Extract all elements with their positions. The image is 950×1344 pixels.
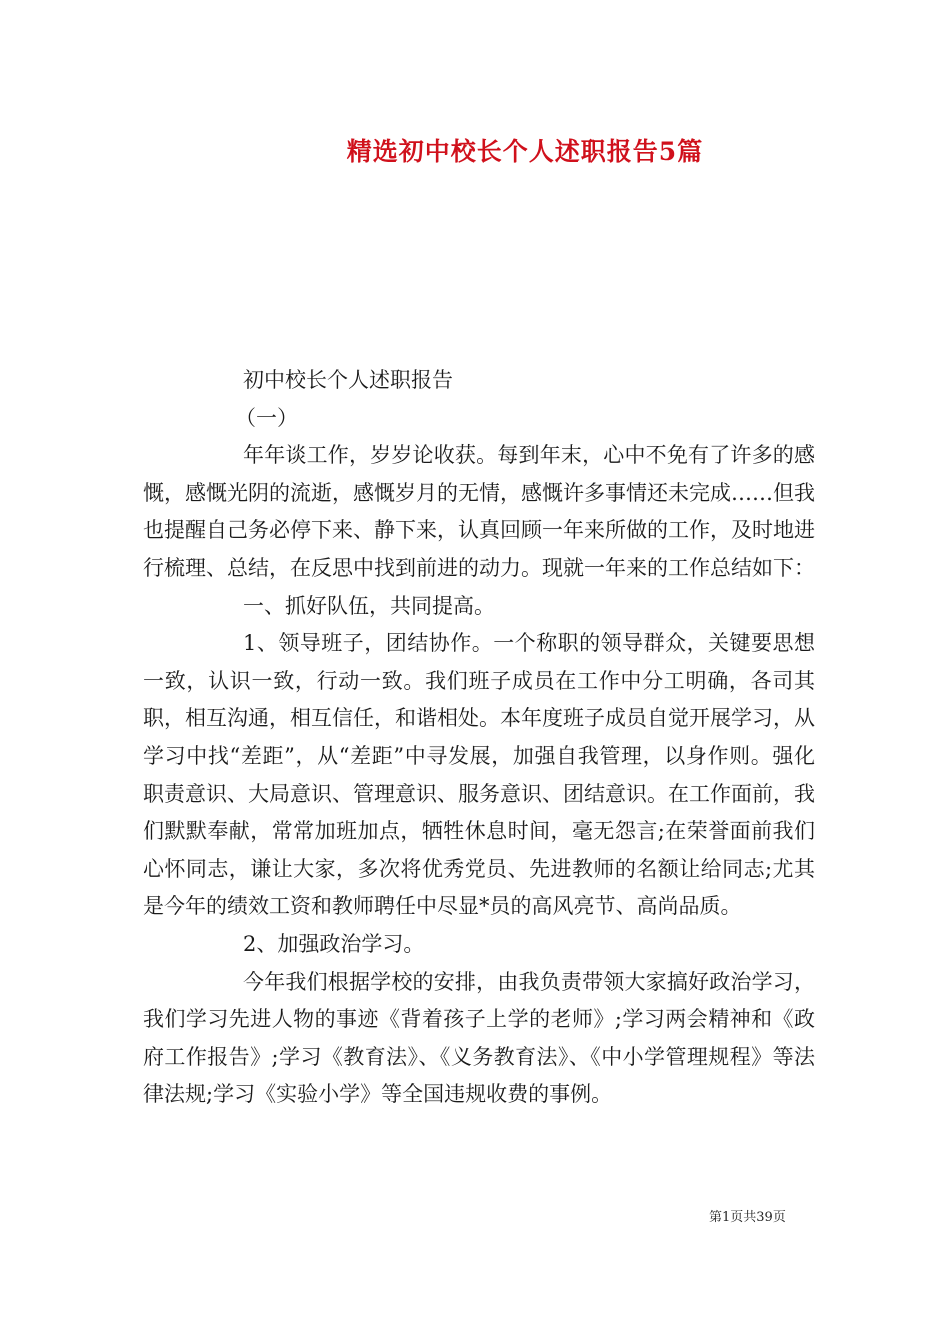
section-heading-2: 2、加强政治学习。 [243,931,425,956]
paragraph-political-study: 今年我们根据学校的安排，由我负责带领大家搞好政治学习，我们学习先进人物的事迹《背着孩子上学的老师》;学习两会精神和《政府工作报告》;学习《教育法》、《义务教育法》、《中小学管理规程》等法律法规;学习《实验小学》等全国违规收费的事例。 [143,969,815,1107]
document-title: 精选初中校长个人述职报告5篇 [346,137,704,166]
document-body [143,362,815,1114]
page-number: 第1页共39页 [709,1210,786,1225]
report-heading: 初中校长个人述职报告 [243,368,453,392]
paragraph-intro: 年年谈工作，岁岁论收获。每到年末，心中不免有了许多的感慨，感慨光阴的流逝，感慨岁月的无情，感慨许多事情还未完成……但我也提醒自己务必停下来、静下来，认真回顾一年来所做的工作，及时地进行梳理、总结，在反思中找到前进的动力。现就一年来的工作总结如下： [143,443,815,580]
paragraph-leadership: 1、领导班子，团结协作。一个称职的领导群众，关键要思想一致，认识一致，行动一致。我们班子成员在工作中分工明确，各司其职，相互沟通，相互信任，和谐相处。本年度班子成员自觉开展学习，从学习中找“差距”，从“差距”中寻发展，加强自我管理，以身作则。强化职责意识、大局意识、管理意识、服务意识、团结意识。在工作面前，我们默默奉献，常常加班加点，牺牲休息时间，毫无怨言;在荣誉面前我们心怀同志，谦让大家，多次将优秀党员、先进教师的名额让给同志;尤其是今年的绩效工资和教师聘任中尽显*员的高风亮节、高尚品质。 [143,631,815,919]
section-number: （一） [235,405,298,430]
section-heading-1: 一、抓好队伍，共同提高。 [243,593,495,618]
